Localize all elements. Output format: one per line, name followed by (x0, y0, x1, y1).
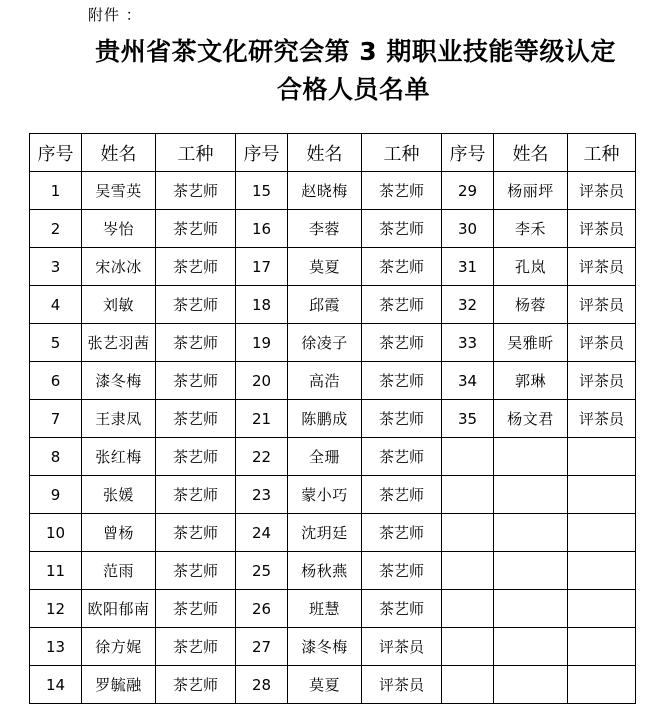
header-index: 序号 (442, 134, 494, 172)
job-cell: 茶艺师 (156, 628, 236, 666)
header-job: 工种 (156, 134, 236, 172)
index-cell: 19 (236, 324, 288, 362)
header-name: 姓名 (494, 134, 568, 172)
name-cell: 岑怡 (82, 210, 156, 248)
job-cell: 茶艺师 (362, 324, 442, 362)
job-cell: 茶艺师 (362, 248, 442, 286)
index-cell: 9 (30, 476, 82, 514)
job-cell: 茶艺师 (156, 362, 236, 400)
name-cell (494, 590, 568, 628)
table-header-row (30, 134, 636, 172)
name-cell: 吴雅昕 (494, 324, 568, 362)
name-cell: 杨丽坪 (494, 172, 568, 210)
table-row (30, 362, 636, 400)
job-cell: 评茶员 (568, 210, 636, 248)
name-cell (494, 514, 568, 552)
index-cell: 28 (236, 666, 288, 704)
job-cell: 茶艺师 (156, 172, 236, 210)
index-cell: 18 (236, 286, 288, 324)
header-index: 序号 (30, 134, 82, 172)
job-cell: 评茶员 (568, 172, 636, 210)
job-cell: 茶艺师 (156, 248, 236, 286)
name-cell: 莫夏 (288, 666, 362, 704)
name-cell: 莫夏 (288, 248, 362, 286)
name-cell: 班慧 (288, 590, 362, 628)
index-cell (442, 514, 494, 552)
index-cell: 25 (236, 552, 288, 590)
name-cell: 沈玥廷 (288, 514, 362, 552)
name-cell: 罗毓融 (82, 666, 156, 704)
index-cell: 21 (236, 400, 288, 438)
index-cell: 2 (30, 210, 82, 248)
index-cell: 33 (442, 324, 494, 362)
index-cell: 4 (30, 286, 82, 324)
job-cell: 评茶员 (568, 286, 636, 324)
index-cell: 23 (236, 476, 288, 514)
table-body (30, 172, 636, 704)
name-cell: 漆冬梅 (82, 362, 156, 400)
table-row (30, 324, 636, 362)
name-cell: 曾杨 (82, 514, 156, 552)
table-row (30, 172, 636, 210)
job-cell: 茶艺师 (156, 476, 236, 514)
job-cell: 茶艺师 (362, 210, 442, 248)
index-cell: 35 (442, 400, 494, 438)
document-subtitle: 合格人员名单 (276, 75, 430, 104)
roster-table (29, 133, 636, 704)
table-row (30, 438, 636, 476)
name-cell: 郭琳 (494, 362, 568, 400)
table-row (30, 666, 636, 704)
index-cell: 34 (442, 362, 494, 400)
index-cell: 3 (30, 248, 82, 286)
table-row (30, 248, 636, 286)
header-job: 工种 (568, 134, 636, 172)
index-cell: 1 (30, 172, 82, 210)
name-cell: 王隶凤 (82, 400, 156, 438)
job-cell: 茶艺师 (156, 324, 236, 362)
index-cell: 16 (236, 210, 288, 248)
header-name: 姓名 (288, 134, 362, 172)
job-cell (568, 590, 636, 628)
index-cell: 31 (442, 248, 494, 286)
table-row (30, 476, 636, 514)
header-name: 姓名 (82, 134, 156, 172)
header-job: 工种 (362, 134, 442, 172)
job-cell: 茶艺师 (156, 286, 236, 324)
job-cell: 评茶员 (568, 362, 636, 400)
attachment-label: 附件 ： (88, 6, 142, 24)
job-cell: 茶艺师 (156, 590, 236, 628)
index-cell: 15 (236, 172, 288, 210)
name-cell: 杨蓉 (494, 286, 568, 324)
index-cell: 8 (30, 438, 82, 476)
name-cell: 孔岚 (494, 248, 568, 286)
index-cell: 24 (236, 514, 288, 552)
job-cell: 茶艺师 (156, 666, 236, 704)
document-title: 贵州省茶文化研究会第 3 期职业技能等级认定 (95, 37, 616, 66)
name-cell: 张艺羽茜 (82, 324, 156, 362)
job-cell: 评茶员 (568, 248, 636, 286)
index-cell: 26 (236, 590, 288, 628)
index-cell: 20 (236, 362, 288, 400)
index-cell: 10 (30, 514, 82, 552)
index-cell: 14 (30, 666, 82, 704)
index-cell: 5 (30, 324, 82, 362)
index-cell (442, 590, 494, 628)
name-cell: 张媛 (82, 476, 156, 514)
name-cell: 欧阳郁南 (82, 590, 156, 628)
name-cell: 邱霞 (288, 286, 362, 324)
header-index: 序号 (236, 134, 288, 172)
job-cell: 茶艺师 (156, 438, 236, 476)
name-cell: 徐方娓 (82, 628, 156, 666)
job-cell: 茶艺师 (156, 514, 236, 552)
table-row (30, 210, 636, 248)
job-cell: 茶艺师 (156, 552, 236, 590)
job-cell (568, 476, 636, 514)
index-cell: 32 (442, 286, 494, 324)
name-cell: 张红梅 (82, 438, 156, 476)
index-cell: 17 (236, 248, 288, 286)
job-cell: 茶艺师 (362, 400, 442, 438)
job-cell (568, 438, 636, 476)
index-cell: 13 (30, 628, 82, 666)
name-cell: 高浩 (288, 362, 362, 400)
job-cell: 茶艺师 (362, 552, 442, 590)
name-cell (494, 552, 568, 590)
job-cell: 茶艺师 (362, 286, 442, 324)
table-row (30, 400, 636, 438)
job-cell: 茶艺师 (362, 362, 442, 400)
index-cell (442, 552, 494, 590)
name-cell: 范雨 (82, 552, 156, 590)
job-cell (568, 666, 636, 704)
table-row (30, 590, 636, 628)
index-cell (442, 628, 494, 666)
job-cell (568, 628, 636, 666)
index-cell: 22 (236, 438, 288, 476)
job-cell: 茶艺师 (362, 514, 442, 552)
name-cell: 赵晓梅 (288, 172, 362, 210)
job-cell: 评茶员 (362, 666, 442, 704)
job-cell: 茶艺师 (362, 172, 442, 210)
index-cell (442, 438, 494, 476)
table-row (30, 552, 636, 590)
index-cell: 27 (236, 628, 288, 666)
name-cell (494, 476, 568, 514)
job-cell: 茶艺师 (362, 590, 442, 628)
name-cell: 徐凌子 (288, 324, 362, 362)
name-cell (494, 666, 568, 704)
name-cell: 漆冬梅 (288, 628, 362, 666)
index-cell: 11 (30, 552, 82, 590)
name-cell: 陈鹏成 (288, 400, 362, 438)
index-cell: 7 (30, 400, 82, 438)
index-cell: 6 (30, 362, 82, 400)
job-cell: 茶艺师 (156, 210, 236, 248)
name-cell: 蒙小巧 (288, 476, 362, 514)
job-cell (568, 552, 636, 590)
name-cell: 吴雪英 (82, 172, 156, 210)
job-cell: 茶艺师 (362, 476, 442, 514)
job-cell: 茶艺师 (362, 438, 442, 476)
name-cell: 全珊 (288, 438, 362, 476)
name-cell: 杨文君 (494, 400, 568, 438)
index-cell: 29 (442, 172, 494, 210)
job-cell: 评茶员 (362, 628, 442, 666)
name-cell (494, 628, 568, 666)
table-row (30, 286, 636, 324)
name-cell: 李禾 (494, 210, 568, 248)
name-cell: 刘敏 (82, 286, 156, 324)
index-cell: 30 (442, 210, 494, 248)
name-cell: 李蓉 (288, 210, 362, 248)
index-cell: 12 (30, 590, 82, 628)
job-cell (568, 514, 636, 552)
index-cell (442, 666, 494, 704)
job-cell: 评茶员 (568, 400, 636, 438)
name-cell: 杨秋燕 (288, 552, 362, 590)
job-cell: 评茶员 (568, 324, 636, 362)
index-cell (442, 476, 494, 514)
name-cell: 宋冰冰 (82, 248, 156, 286)
table-row (30, 628, 636, 666)
name-cell (494, 438, 568, 476)
table-row (30, 514, 636, 552)
job-cell: 茶艺师 (156, 400, 236, 438)
